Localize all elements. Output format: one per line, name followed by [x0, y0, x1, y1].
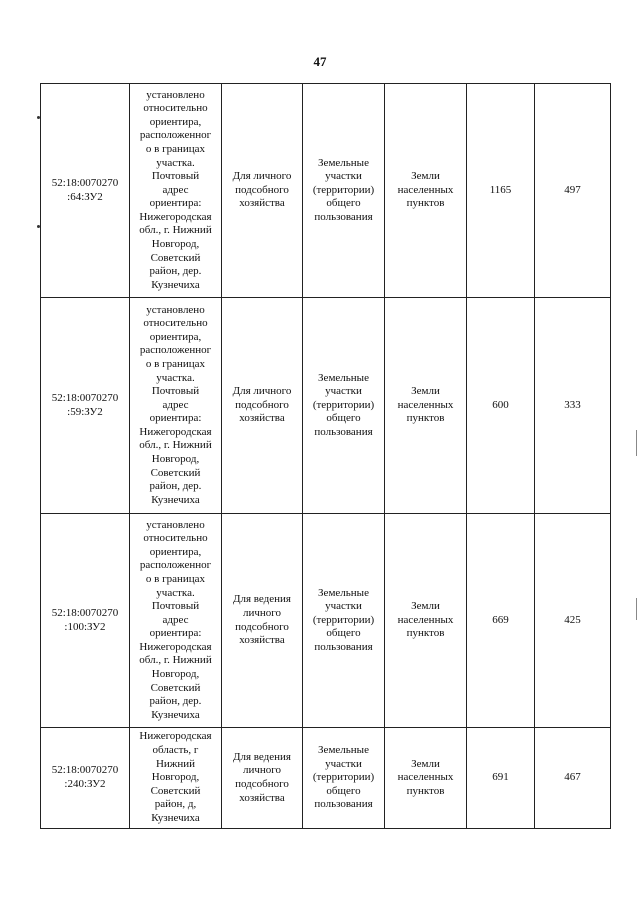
land-category-cell: Земли населенных пунктов	[385, 514, 467, 728]
permitted-use-cell: Для личного подсобного хозяйства	[222, 298, 303, 514]
area-cell: 1165	[467, 84, 535, 298]
location-cell: установлено относительно ориентира, расположенног о в границах участка. Почтовый адрес ориентира: Нижегородская обл., г. Нижний Новгород, Советский район, дер. Кузнечиха	[130, 84, 222, 298]
cadastral-number-cell: 52:18:0070270 :240:ЗУ2	[41, 728, 130, 829]
area-cell: 600	[467, 298, 535, 514]
scan-line	[636, 430, 637, 456]
permitted-use-cell: Для личного подсобного хозяйства	[222, 84, 303, 298]
category-cell: Земельные участки (территории) общего пользования	[303, 298, 385, 514]
category-cell: Земельные участки (территории) общего пользования	[303, 728, 385, 829]
area-cell: 691	[467, 728, 535, 829]
land-category-cell: Земли населенных пунктов	[385, 298, 467, 514]
permitted-use-cell: Для ведения личного подсобного хозяйства	[222, 728, 303, 829]
value-cell: 333	[535, 298, 611, 514]
area-cell: 669	[467, 514, 535, 728]
value-cell: 497	[535, 84, 611, 298]
table-row	[41, 84, 611, 298]
category-cell: Земельные участки (территории) общего пользования	[303, 514, 385, 728]
location-cell: установлено относительно ориентира, расположенног о в границах участка. Почтовый адрес ориентира: Нижегородская обл., г. Нижний Новгород, Советский район, дер. Кузнечиха	[130, 514, 222, 728]
scan-line	[636, 598, 637, 620]
cadastral-number-cell: 52:18:0070270 :100:ЗУ2	[41, 514, 130, 728]
land-category-cell: Земли населенных пунктов	[385, 84, 467, 298]
location-cell: Нижегородская область, г Нижний Новгород, Советский район, д, Кузнечиха	[130, 728, 222, 829]
category-cell: Земельные участки (территории) общего пользования	[303, 84, 385, 298]
location-cell: установлено относительно ориентира, расположенног о в границах участка. Почтовый адрес ориентира: Нижегородская обл., г. Нижний Новгород, Советский район, дер. Кузнечиха	[130, 298, 222, 514]
land-plots-table	[40, 83, 611, 829]
page-number: 47	[313, 54, 327, 69]
value-cell: 425	[535, 514, 611, 728]
cadastral-number-cell: 52:18:0070270 :59:ЗУ2	[41, 298, 130, 514]
value-cell: 467	[535, 728, 611, 829]
cadastral-number-cell: 52:18:0070270 :64:ЗУ2	[41, 84, 130, 298]
land-category-cell: Земли населенных пунктов	[385, 728, 467, 829]
permitted-use-cell: Для ведения личного подсобного хозяйства	[222, 514, 303, 728]
table-row	[41, 298, 611, 514]
table-row	[41, 728, 611, 829]
table-row	[41, 514, 611, 728]
